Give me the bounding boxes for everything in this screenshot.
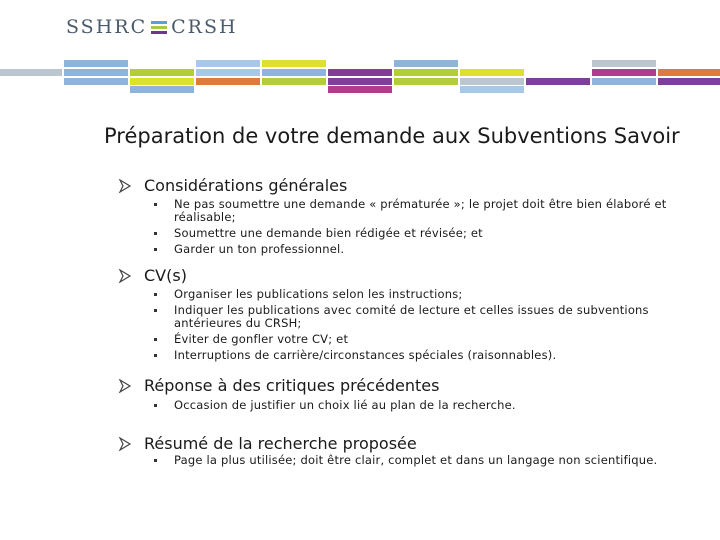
color-bar: [196, 78, 260, 85]
color-bar: [130, 69, 194, 76]
logo-text-sshrc: SSHRC: [66, 16, 148, 38]
color-bar: [130, 78, 194, 85]
square-bullet-icon: [154, 354, 157, 357]
list-item: Éviter de gonfler votre CV; et: [154, 333, 708, 346]
list-item: Ne pas soumettre une demande « prématurée »; le projet doit être bien élaboré et réalisable;: [154, 198, 708, 224]
color-bar: [64, 69, 128, 76]
section-research-summary: [118, 434, 708, 467]
color-bar: [592, 60, 656, 67]
color-bar: [130, 86, 194, 93]
section-label: Résumé de la recherche proposée: [144, 434, 417, 453]
color-bar: [460, 78, 524, 85]
color-bar: [262, 69, 326, 76]
sshrc-crsh-logo: [66, 16, 238, 38]
color-bar: [196, 69, 260, 76]
square-bullet-icon: [154, 232, 157, 235]
color-bar: [658, 69, 720, 76]
arrow-bullet-icon: [118, 437, 132, 451]
color-bar: [64, 78, 128, 85]
list-item: Organiser les publications selon les instructions;: [154, 288, 708, 301]
color-bar: [262, 78, 326, 85]
color-bar: [658, 78, 720, 85]
square-bullet-icon: [154, 203, 157, 206]
color-bar: [394, 78, 458, 85]
list-item: Occasion de justifier un choix lié au plan de la recherche.: [154, 399, 708, 412]
color-bar: [196, 60, 260, 67]
logo-text-crsh: CRSH: [171, 16, 238, 38]
section-cv: [118, 266, 708, 362]
arrow-bullet-icon: [118, 269, 132, 283]
square-bullet-icon: [154, 248, 157, 251]
square-bullet-icon: [154, 404, 157, 407]
list-item: Garder un ton professionnel.: [154, 243, 708, 256]
list-item: Soumettre une demande bien rédigée et révisée; et: [154, 227, 708, 240]
square-bullet-icon: [154, 309, 157, 312]
section-general-considerations: [118, 176, 708, 256]
section-label: CV(s): [144, 266, 187, 285]
square-bullet-icon: [154, 293, 157, 296]
arrow-bullet-icon: [118, 179, 132, 193]
color-bar: [394, 69, 458, 76]
color-bar: [64, 60, 128, 67]
color-bar: [394, 60, 458, 67]
list-item: Indiquer les publications avec comité de lecture et celles issues de subventions antérieures du CRSH;: [154, 304, 708, 330]
color-bar: [262, 60, 326, 67]
color-bar: [328, 78, 392, 85]
section-previous-critiques: [118, 376, 708, 412]
decorative-color-bars: [0, 58, 720, 94]
color-bar: [328, 69, 392, 76]
color-bar: [460, 86, 524, 93]
logo-mark-icon: [151, 21, 167, 34]
list-item: Interruptions de carrière/circonstances spéciales (raisonnables).: [154, 349, 708, 362]
color-bar: [592, 69, 656, 76]
section-label: Considérations générales: [144, 176, 348, 195]
color-bar: [0, 69, 62, 76]
square-bullet-icon: [154, 459, 157, 462]
slide-title: Préparation de votre demande aux Subventions Savoir: [104, 124, 680, 148]
arrow-bullet-icon: [118, 379, 132, 393]
section-label: Réponse à des critiques précédentes: [144, 376, 440, 395]
color-bar: [592, 78, 656, 85]
square-bullet-icon: [154, 338, 157, 341]
color-bar: [460, 69, 524, 76]
color-bar: [328, 86, 392, 93]
color-bar: [526, 78, 590, 85]
list-item: Page la plus utilisée; doit être clair, complet et dans un langage non scientifique.: [154, 454, 708, 467]
